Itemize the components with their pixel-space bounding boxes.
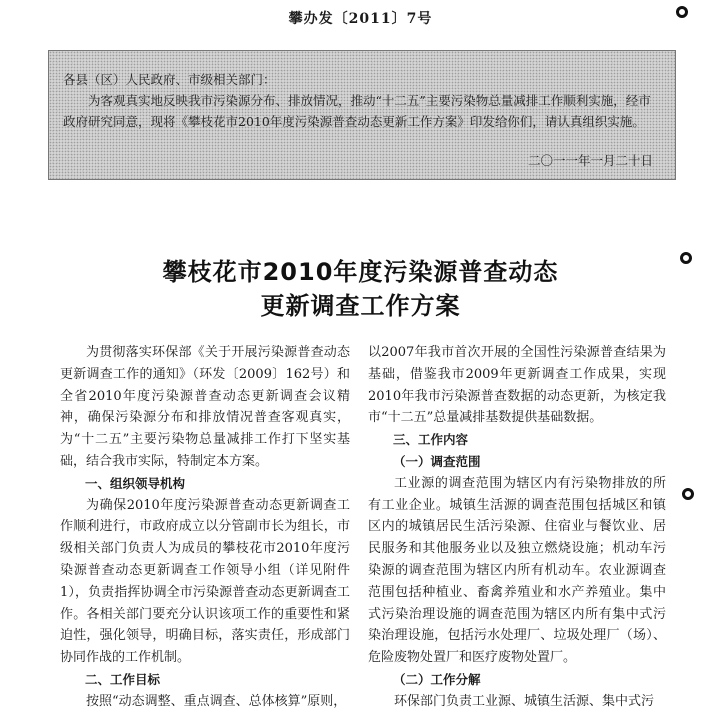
section-heading: 二、工作目标 [85, 671, 161, 687]
document-title-line2: 更新调查工作方案 [260, 292, 461, 320]
document-title-line1: 攀枝花市2010年度污染源普查动态 [162, 258, 559, 286]
document-number: 攀办发〔2011〕7号 [288, 11, 433, 27]
subsection-heading: （一）调查范围 [393, 453, 481, 469]
subsection-heading: （二）工作分解 [393, 671, 481, 687]
notice-salutation: 各县（区）人民政府、市级相关部门： [63, 72, 276, 87]
section-paragraph: 按照“动态调整、重点调查、总体核算”原则， [86, 693, 347, 709]
punch-hole-decoration [676, 6, 688, 18]
intro-paragraph: 为贯彻落实环保部《关于开展污染源普查动态更新调查工作的通知》（环发〔2009〕162号）和全省2010年度污染源普查动态更新调查会议精神，确保污染源分布和排放情况普查客观真实，为“十二五”主要污染物总量减排工作打下坚实基础，结合我市实际，特制定本方案。 [60, 345, 350, 469]
continuation-paragraph: 以2007年我市首次开展的全国性污染源普查结果为基础，借鉴我市2009年更新调查工作成果，实现2010年我市污染源普查数据的动态更新，为核定我市“十二五”总量减排基数提供基础数据。 [368, 345, 666, 426]
section-heading: 三、工作内容 [393, 432, 469, 448]
subsection-paragraph: 工业源的调查范围为辖区内有污染物排放的所有工业企业。城镇生活源的调查范围包括城区和镇区内的城镇居民生活污染源、住宿业与餐饮业、居民服务和其他服务业以及独立燃烧设施；机动车污染源的调查范围为辖区内所有机动车。农业源调查范围包括种植业、畜禽养殖业和水产养殖业。集中式污染治理设施的调查范围为辖区内所有集中式污染治理设施，包括污水处理厂、垃圾处理厂（场）、危险废物处置厂和医疗废物处置厂。 [368, 475, 666, 666]
notice-date: 二〇一一年一月二十日 [527, 153, 653, 168]
subsection-paragraph: 环保部门负责工业源、城镇生活源、集中式污 [394, 693, 655, 709]
section-heading: 一、组织领导机构 [85, 475, 186, 491]
notice-body: 为客观真实地反映我市污染源分布、排放情况，推动“十二五”主要污染物总量减排工作顺利实施，经市政府研究同意，现将《攀枝花市2010年度污染源普查动态更新工作方案》印发给你们，请认真组织实施。 [63, 93, 651, 129]
punch-hole-decoration [682, 488, 694, 500]
right-column [368, 342, 666, 713]
section-paragraph: 为确保2010年度污染源普查动态更新调查工作顺利进行，市政府成立以分管副市长为组长，市级相关部门负责人为成员的攀枝花市2010年度污染源普查动态更新调查工作领导小组（详见附件1），负责指挥协调全市污染源普查动态更新调查工作。各相关部门要充分认识该项工作的重要性和紧迫性，强化领导，明确目标，落实责任，形成部门协同作战的工作机制。 [60, 497, 350, 666]
notice-box [48, 50, 676, 180]
left-column [60, 342, 350, 713]
